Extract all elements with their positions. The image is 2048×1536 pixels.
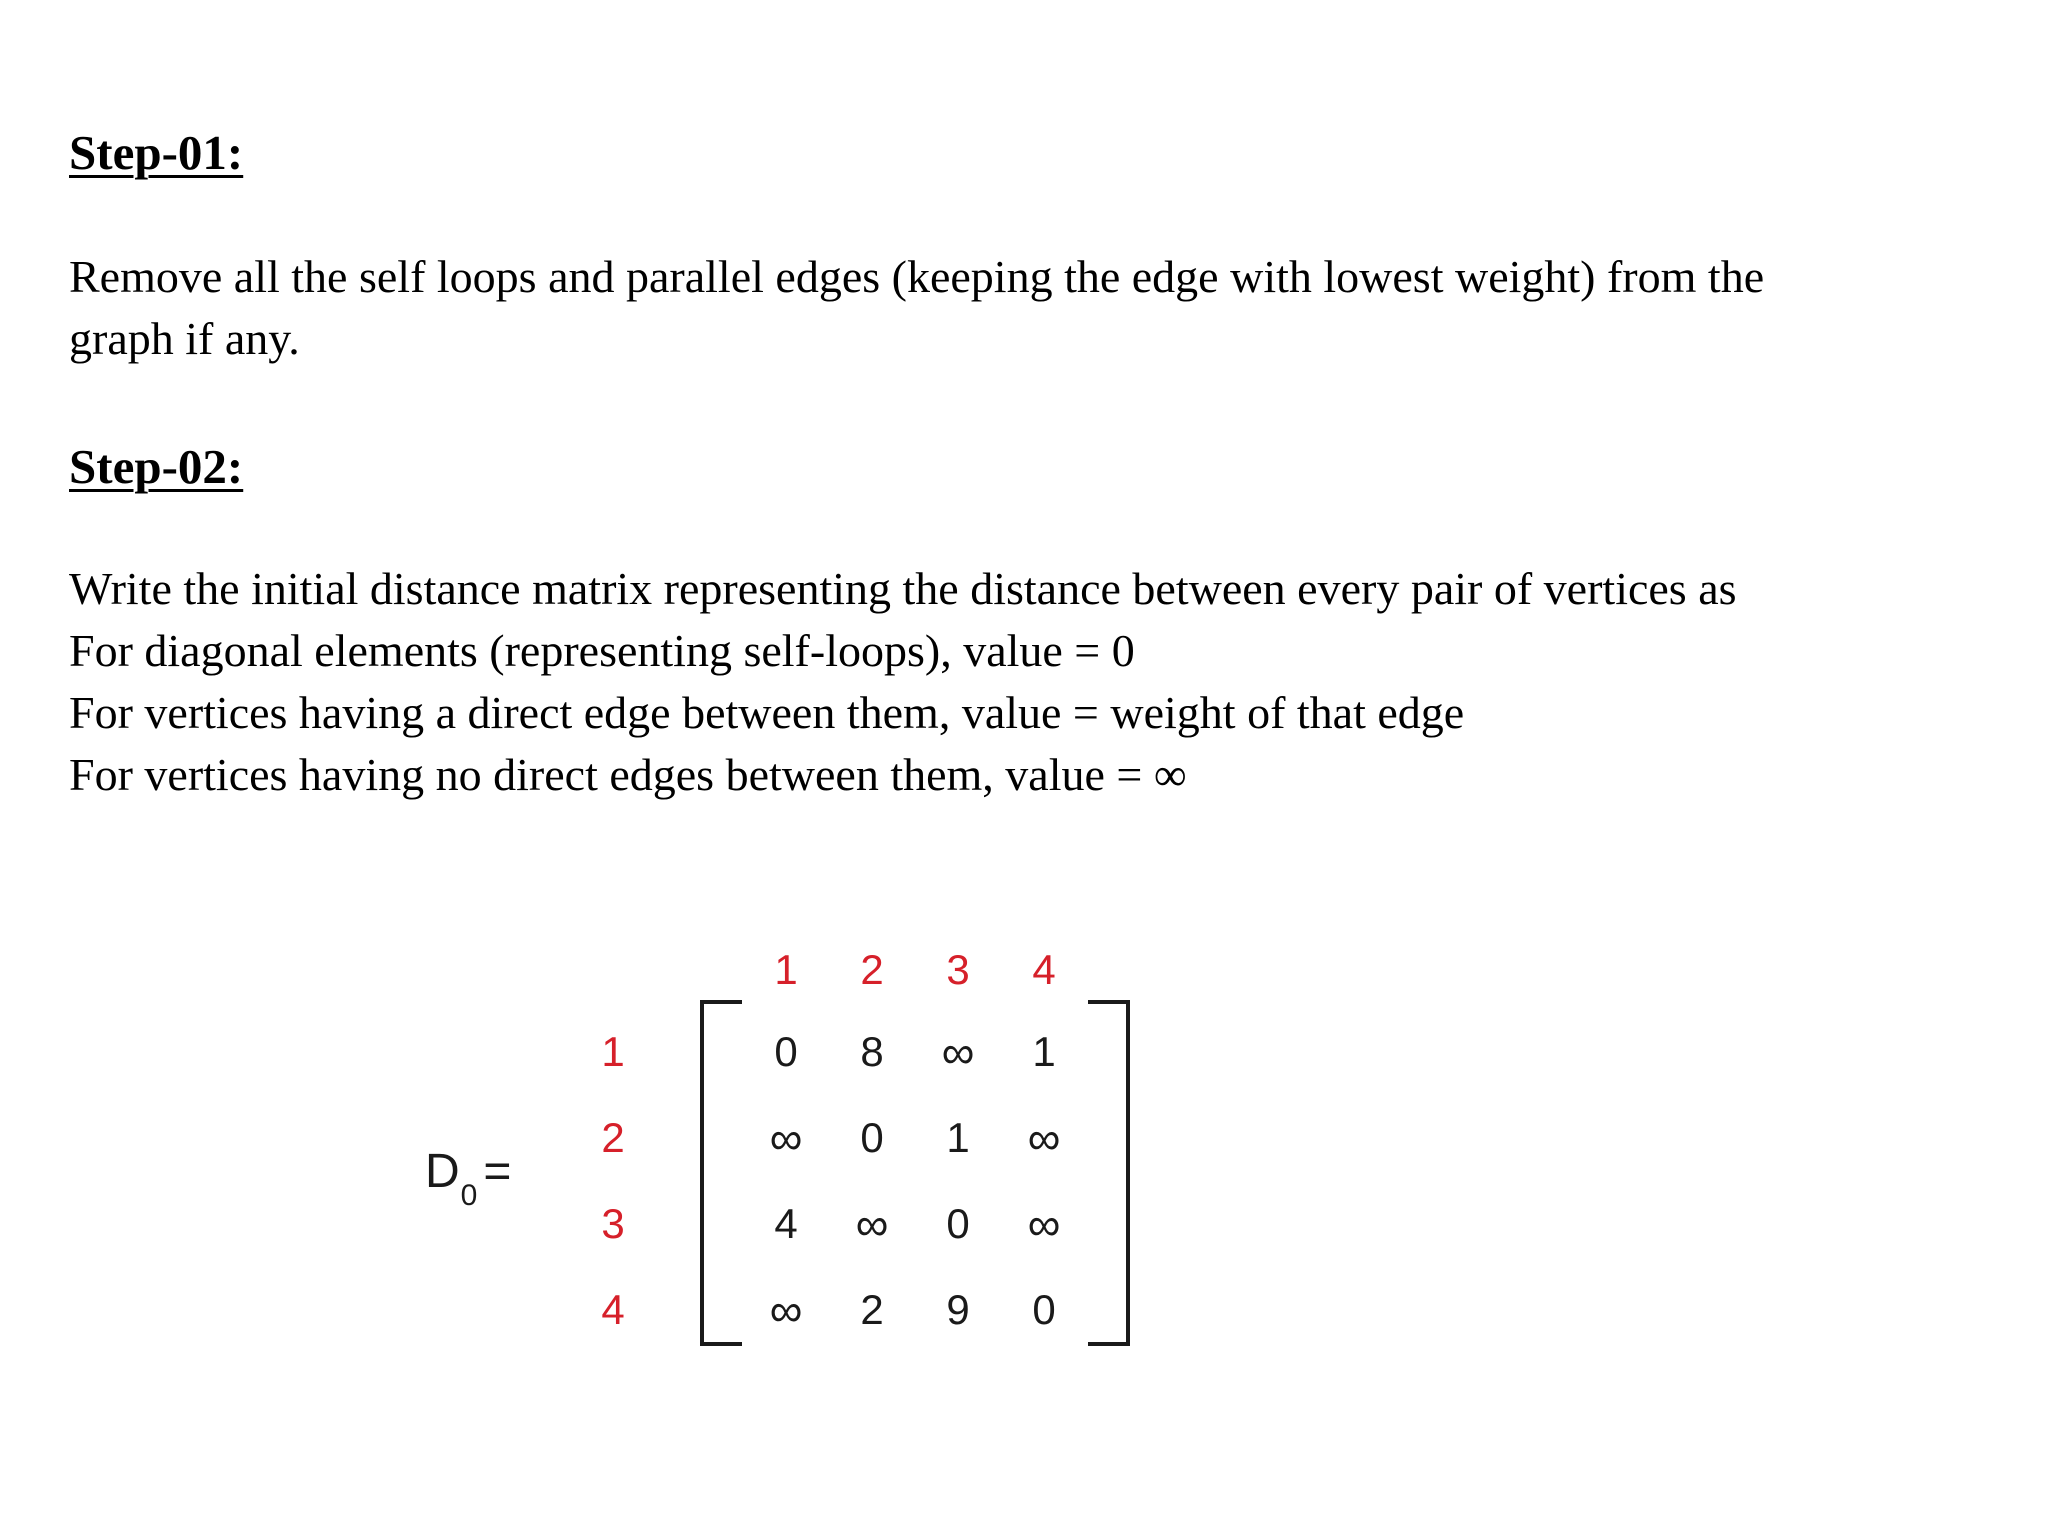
matrix-row-header: 1 bbox=[601, 1028, 625, 1075]
step-02-text bbox=[69, 558, 2009, 806]
matrix-label bbox=[425, 1145, 512, 1212]
matrix-cell: 0 bbox=[1032, 1286, 1056, 1333]
matrix-cell: 1 bbox=[1032, 1028, 1056, 1075]
matrix-cell: 0 bbox=[774, 1028, 798, 1075]
step-01-heading: Step-01: bbox=[69, 125, 244, 180]
step-01-text bbox=[69, 246, 2009, 370]
matrix-cell: ∞ bbox=[855, 1198, 889, 1250]
matrix-label-subscript: 0 bbox=[460, 1179, 478, 1212]
step-01-line-2: graph if any. bbox=[69, 313, 300, 364]
step-02-line-3: For vertices having a direct edge between them, value = weight of that edge bbox=[69, 687, 1465, 738]
step-02-line-1: Write the initial distance matrix representing the distance between every pair of vertices as bbox=[69, 563, 1737, 614]
matrix-cell: 4 bbox=[774, 1200, 798, 1247]
matrix-cell: ∞ bbox=[769, 1284, 803, 1336]
matrix-equals-sign: = bbox=[483, 1145, 512, 1198]
matrix-cell: ∞ bbox=[1027, 1112, 1061, 1164]
step-02-line-2: For diagonal elements (representing self-loops), value = 0 bbox=[69, 625, 1135, 676]
matrix-column-header: 1 bbox=[774, 946, 798, 993]
matrix-cell: 9 bbox=[946, 1286, 970, 1333]
matrix-cell: 0 bbox=[860, 1114, 884, 1161]
step-02-line-4: For vertices having no direct edges between them, value = ∞ bbox=[69, 749, 1187, 800]
step-01-line-1: Remove all the self loops and parallel edges (keeping the edge with lowest weight) from the bbox=[69, 251, 1765, 302]
matrix-cell: 1 bbox=[946, 1114, 970, 1161]
matrix-column-header: 3 bbox=[946, 946, 970, 993]
matrix-cell: ∞ bbox=[769, 1112, 803, 1164]
matrix-right-bracket bbox=[1088, 1000, 1130, 1346]
matrix-row-header: 2 bbox=[601, 1114, 625, 1161]
matrix-label-letter: D bbox=[425, 1145, 460, 1198]
matrix-cell: 2 bbox=[860, 1286, 884, 1333]
matrix-cell: ∞ bbox=[1027, 1198, 1061, 1250]
matrix-column-header: 4 bbox=[1032, 946, 1056, 993]
matrix-cell: ∞ bbox=[941, 1026, 975, 1078]
matrix-left-bracket bbox=[700, 1000, 742, 1346]
step-02-heading: Step-02: bbox=[69, 439, 244, 494]
matrix-column-header: 2 bbox=[860, 946, 884, 993]
matrix-cell: 0 bbox=[946, 1200, 970, 1247]
matrix-row-header: 4 bbox=[601, 1286, 625, 1333]
matrix-row-header: 3 bbox=[601, 1200, 625, 1247]
matrix-cell: 8 bbox=[860, 1028, 884, 1075]
